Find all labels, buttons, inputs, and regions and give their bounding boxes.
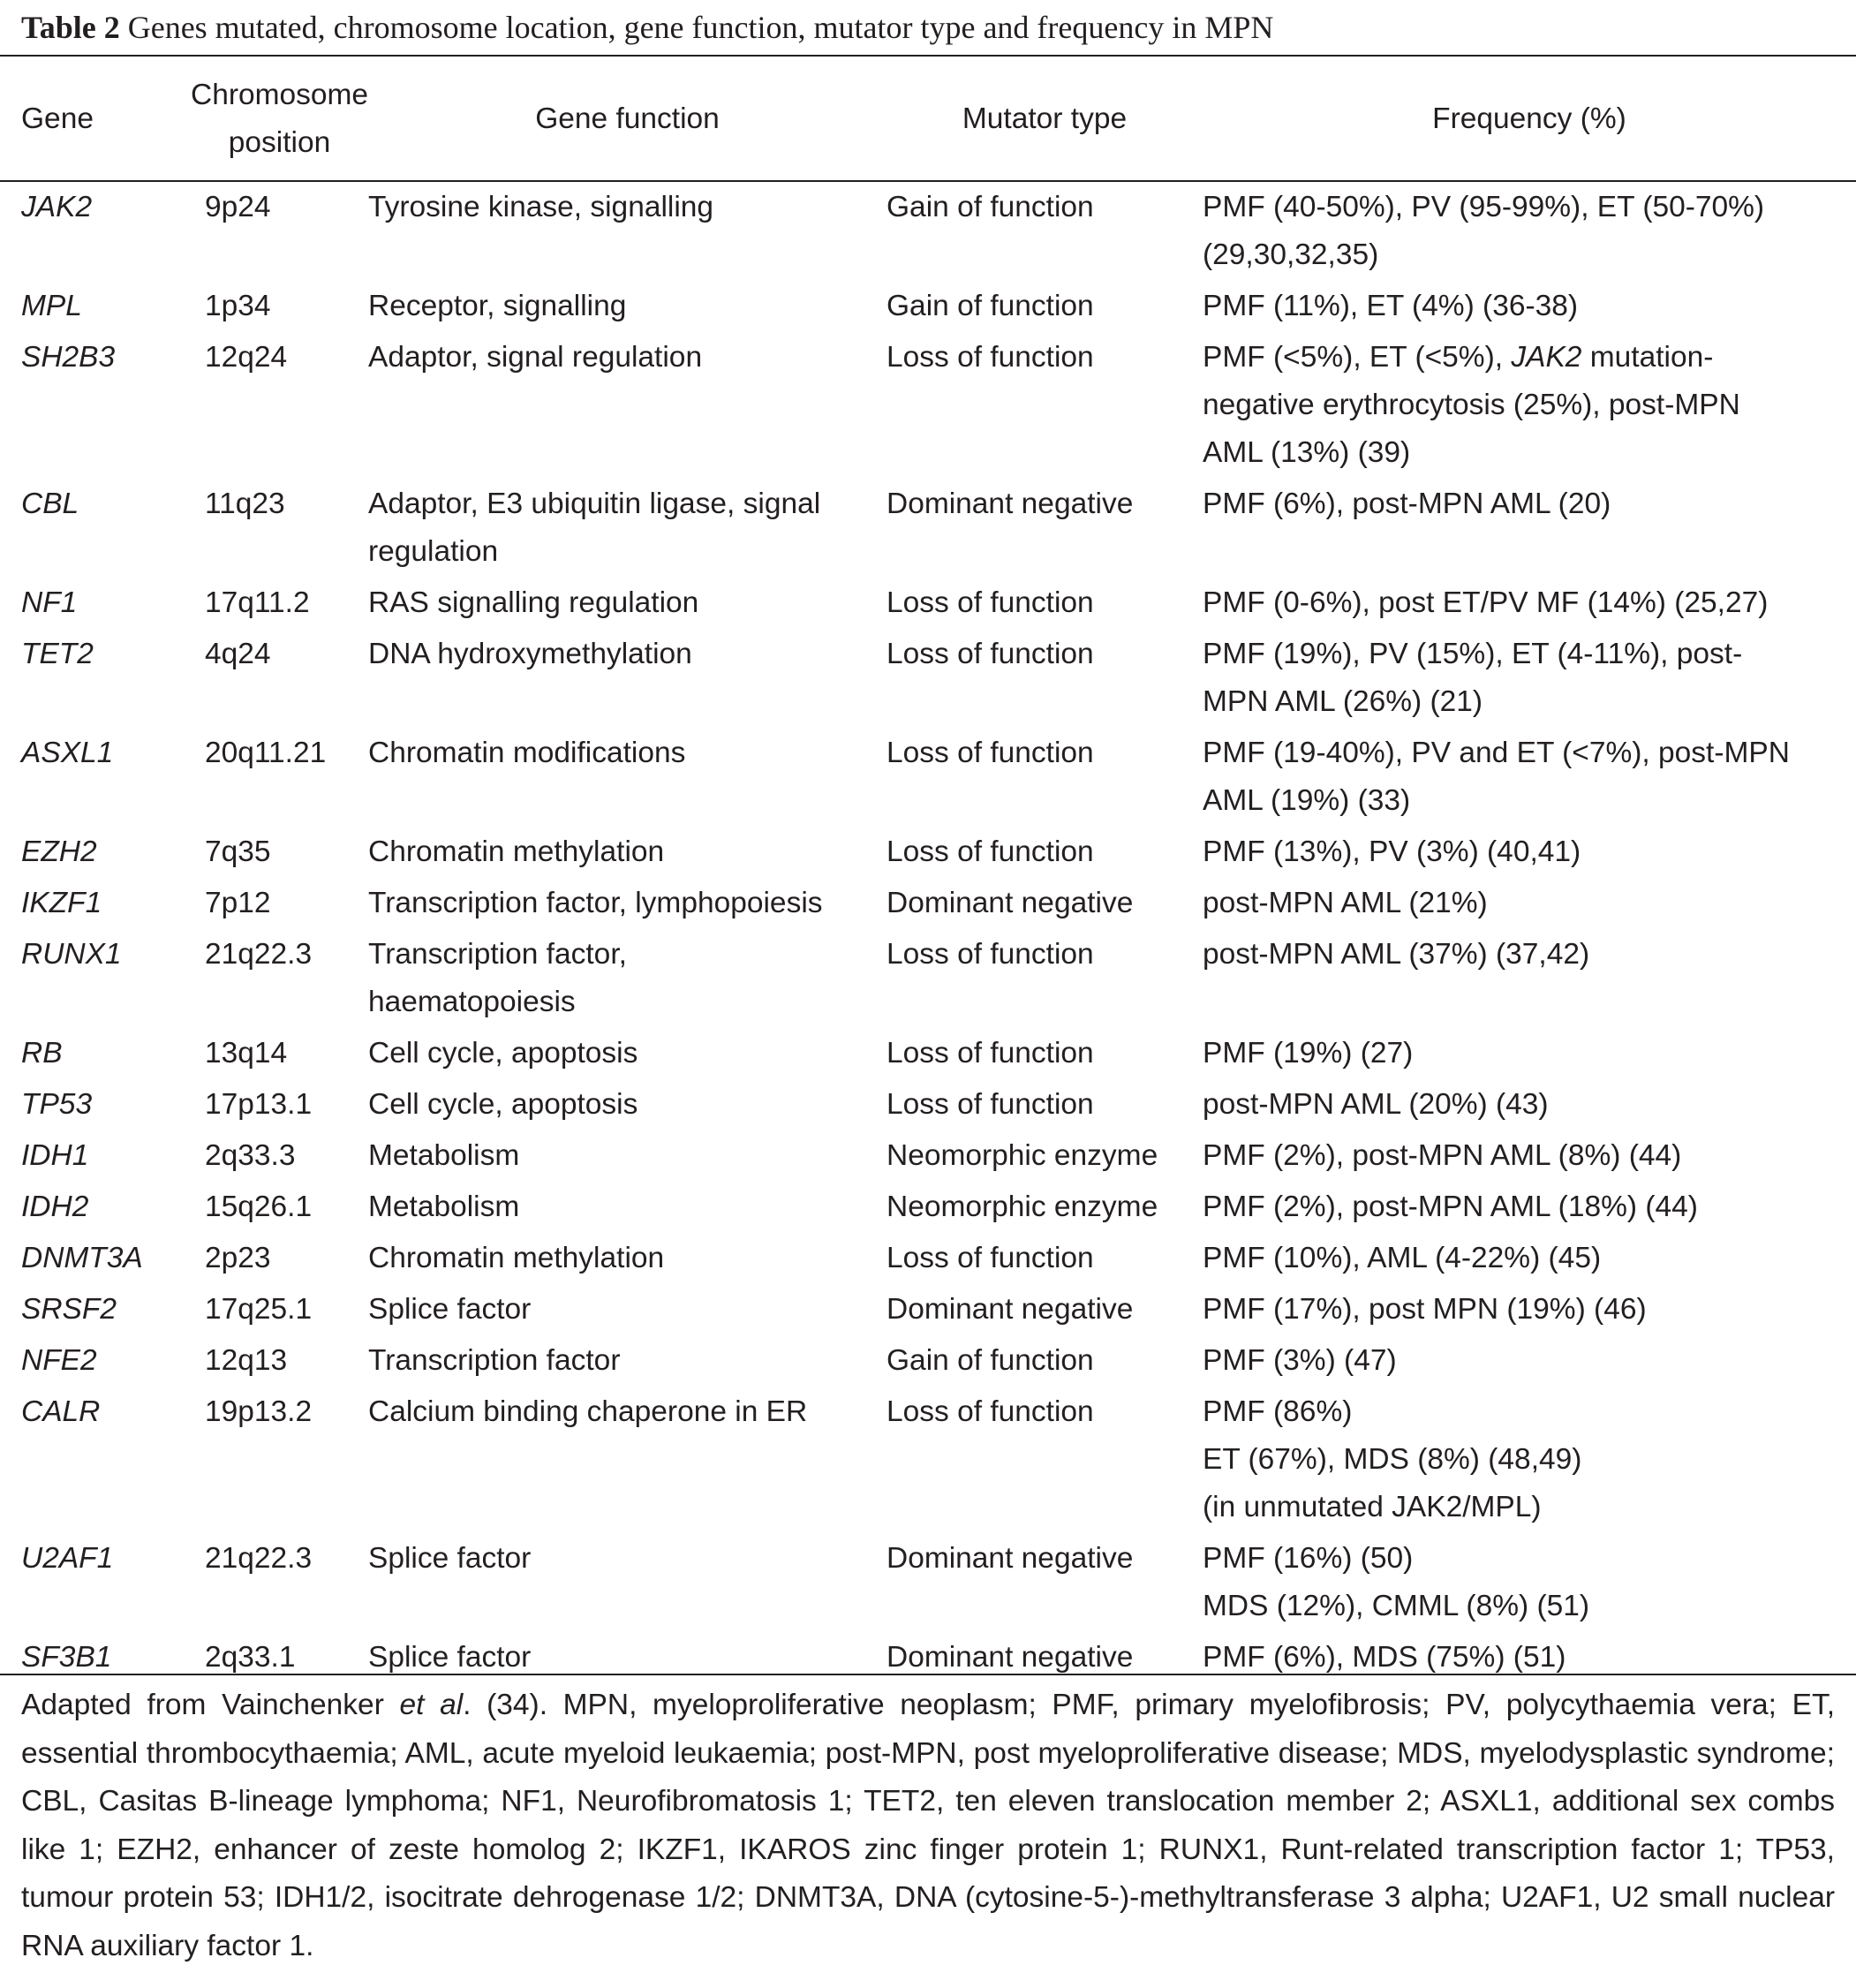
- header-mutator: Mutator type: [962, 102, 1128, 135]
- function-line: regulation: [368, 535, 499, 568]
- top-rule: [0, 55, 1856, 57]
- function-cell: [368, 627, 887, 726]
- mutator-cell: Gain of function: [887, 191, 1094, 223]
- gene-cell: MPL: [21, 290, 82, 322]
- chromosome-cell: 1p34: [205, 290, 271, 322]
- function-line: Cell cycle, apoptosis: [368, 1037, 638, 1070]
- table-row: [0, 576, 1856, 627]
- gene-cell: NF1: [21, 586, 78, 619]
- gene-cell: JAK2: [21, 191, 93, 223]
- table-row: [0, 876, 1856, 927]
- frequency-cell: [1203, 576, 1856, 627]
- gene-cell: RB: [21, 1037, 63, 1070]
- frequency-line: PMF (2%), post-MPN AML (8%) (44): [1203, 1139, 1682, 1172]
- frequency-cell: [1203, 1180, 1856, 1231]
- mutator-cell: Dominant negative: [887, 488, 1134, 520]
- gene-cell: U2AF1: [21, 1542, 114, 1575]
- frequency-line: PMF (17%), post MPN (19%) (46): [1203, 1293, 1647, 1326]
- frequency-cell: [1203, 627, 1856, 726]
- mutator-cell: Dominant negative: [887, 887, 1134, 919]
- function-cell: [368, 1077, 887, 1129]
- mutator-cell: Dominant negative: [887, 1293, 1134, 1326]
- table-row: [0, 477, 1856, 576]
- frequency-cell: [1203, 876, 1856, 927]
- table-title: Genes mutated, chromosome location, gene function, mutator type and frequency in MPN: [119, 10, 1274, 45]
- frequency-line: (in unmutated JAK2/MPL): [1203, 1491, 1542, 1523]
- gene-cell: CBL: [21, 488, 79, 520]
- frequency-line: post-MPN AML (20%) (43): [1203, 1088, 1549, 1121]
- function-line: Splice factor: [368, 1641, 532, 1674]
- table-row: [0, 825, 1856, 876]
- frequency-cell: [1203, 477, 1856, 576]
- chromosome-cell: 12q13: [205, 1344, 288, 1377]
- frequency-line: PMF (40-50%), PV (95-99%), ET (50-70%): [1203, 191, 1765, 223]
- mutator-cell: Loss of function: [887, 341, 1094, 374]
- frequency-cell: [1203, 1334, 1856, 1385]
- mutator-cell: Neomorphic enzyme: [887, 1139, 1158, 1172]
- frequency-cell: [1203, 1385, 1856, 1531]
- table-row: [0, 1077, 1856, 1129]
- function-cell: [368, 279, 887, 330]
- gene-cell: IKZF1: [21, 887, 102, 919]
- frequency-line: PMF (19-40%), PV and ET (<7%), post-MPN: [1203, 737, 1790, 769]
- frequency-line: ET (67%), MDS (8%) (48,49): [1203, 1443, 1582, 1476]
- gene-cell: SF3B1: [21, 1641, 112, 1674]
- gene-cell: EZH2: [21, 835, 97, 868]
- frequency-cell: [1203, 1531, 1856, 1630]
- table-row: [0, 330, 1856, 477]
- table-row: [0, 1282, 1856, 1334]
- function-line: Tyrosine kinase, signalling: [368, 191, 714, 223]
- table-row: [0, 1334, 1856, 1385]
- mutator-cell: Loss of function: [887, 835, 1094, 868]
- mutator-cell: Loss of function: [887, 1395, 1094, 1428]
- function-line: Splice factor: [368, 1293, 532, 1326]
- table-footnote: [21, 1682, 1835, 1970]
- gene-cell: TP53: [21, 1088, 93, 1121]
- chromosome-cell: 17q11.2: [205, 586, 310, 619]
- frequency-line: PMF (86%): [1203, 1395, 1353, 1428]
- table-row: [0, 1026, 1856, 1077]
- frequency-line: PMF (2%), post-MPN AML (18%) (44): [1203, 1191, 1698, 1223]
- function-cell: [368, 1180, 887, 1231]
- function-line: Receptor, signalling: [368, 290, 627, 322]
- mutator-cell: Loss of function: [887, 737, 1094, 769]
- header-row: [0, 58, 1856, 180]
- frequency-line: MPN AML (26%) (21): [1203, 685, 1483, 718]
- frequency-cell: [1203, 1282, 1856, 1334]
- function-line: Calcium binding chaperone in ER: [368, 1395, 808, 1428]
- function-line: Chromatin methylation: [368, 835, 665, 868]
- table-row: [0, 180, 1856, 279]
- function-line: Chromatin methylation: [368, 1242, 665, 1274]
- chromosome-cell: 13q14: [205, 1037, 288, 1070]
- frequency-cell: [1203, 1129, 1856, 1180]
- function-cell: [368, 1282, 887, 1334]
- gene-cell: IDH2: [21, 1191, 89, 1223]
- table-row: [0, 1129, 1856, 1180]
- function-line: Transcription factor: [368, 1344, 621, 1377]
- gene-cell: IDH1: [21, 1139, 89, 1172]
- gene-cell: RUNX1: [21, 938, 122, 971]
- gene-cell: SH2B3: [21, 341, 116, 374]
- frequency-cell: [1203, 1630, 1856, 1682]
- function-cell: [368, 876, 887, 927]
- function-line: Transcription factor, lymphopoiesis: [368, 887, 823, 919]
- chromosome-cell: 15q26.1: [205, 1191, 313, 1223]
- frequency-cell: [1203, 1231, 1856, 1282]
- gene-cell: ASXL1: [21, 737, 114, 769]
- chromosome-cell: 9p24: [205, 191, 271, 223]
- mutator-cell: Loss of function: [887, 1037, 1094, 1070]
- function-cell: [368, 180, 887, 279]
- mutator-cell: Gain of function: [887, 290, 1094, 322]
- frequency-line: PMF (10%), AML (4-22%) (45): [1203, 1242, 1602, 1274]
- chromosome-cell: 2p23: [205, 1242, 271, 1274]
- function-cell: [368, 1334, 887, 1385]
- frequency-cell: [1203, 825, 1856, 876]
- table-label: Table 2: [21, 10, 120, 45]
- function-line: Adaptor, E3 ubiquitin ligase, signal: [368, 488, 821, 520]
- table-caption: [21, 5, 1840, 49]
- frequency-line: PMF (19%), PV (15%), ET (4-11%), post-: [1203, 638, 1743, 670]
- table-row: [0, 1231, 1856, 1282]
- mutator-cell: Loss of function: [887, 1088, 1094, 1121]
- function-cell: [368, 477, 887, 576]
- chromosome-cell: 7p12: [205, 887, 271, 919]
- frequency-text: PMF (<5%), ET (<5%),: [1203, 341, 1512, 374]
- gene-cell: NFE2: [21, 1344, 97, 1377]
- mutator-cell: Loss of function: [887, 1242, 1094, 1274]
- chromosome-cell: 12q24: [205, 341, 288, 374]
- function-line: Adaptor, signal regulation: [368, 341, 703, 374]
- frequency-line: AML (13%) (39): [1203, 436, 1411, 469]
- header-function: Gene function: [535, 102, 720, 135]
- mutator-cell: Loss of function: [887, 586, 1094, 619]
- function-cell: [368, 1026, 887, 1077]
- chromosome-cell: 17p13.1: [205, 1088, 313, 1121]
- table-body: [0, 180, 1856, 1682]
- frequency-line: MDS (12%), CMML (8%) (51): [1203, 1590, 1590, 1622]
- gene-cell: CALR: [21, 1395, 101, 1428]
- frequency-line: (29,30,32,35): [1203, 238, 1379, 271]
- header-chromosome: [191, 58, 368, 180]
- chromosome-cell: 20q11.21: [205, 737, 327, 769]
- frequency-line: negative erythrocytosis (25%), post-MPN: [1203, 389, 1740, 421]
- function-cell: [368, 1231, 887, 1282]
- table-row: [0, 1385, 1856, 1531]
- frequency-cell: [1203, 279, 1856, 330]
- mutator-cell: Gain of function: [887, 1344, 1094, 1377]
- function-line: Metabolism: [368, 1139, 520, 1172]
- function-cell: [368, 726, 887, 825]
- mutation-table: [0, 58, 1856, 1682]
- frequency-line: PMF (19%) (27): [1203, 1037, 1414, 1070]
- function-cell: [368, 1385, 887, 1531]
- function-cell: [368, 576, 887, 627]
- table-row: [0, 1630, 1856, 1682]
- chromosome-cell: 4q24: [205, 638, 271, 670]
- frequency-line: PMF (3%) (47): [1203, 1344, 1397, 1377]
- function-line: DNA hydroxymethylation: [368, 638, 692, 670]
- frequency-line: PMF (0-6%), post ET/PV MF (14%) (25,27): [1203, 586, 1769, 619]
- mutator-cell: Neomorphic enzyme: [887, 1191, 1158, 1223]
- frequency-line: AML (19%) (33): [1203, 784, 1411, 817]
- frequency-cell: [1203, 1026, 1856, 1077]
- chromosome-cell: 21q22.3: [205, 938, 313, 971]
- frequency-cell: [1203, 180, 1856, 279]
- frequency-line: PMF (16%) (50): [1203, 1542, 1414, 1575]
- function-cell: [368, 1531, 887, 1630]
- function-cell: [368, 330, 887, 477]
- frequency-text: mutation-: [1581, 341, 1714, 374]
- chromosome-cell: 2q33.3: [205, 1139, 296, 1172]
- frequency-cell: [1203, 1077, 1856, 1129]
- chromosome-cell: 19p13.2: [205, 1395, 313, 1428]
- function-line: Splice factor: [368, 1542, 532, 1575]
- function-line: RAS signalling regulation: [368, 586, 699, 619]
- frequency-gene-italic: JAK2: [1511, 341, 1582, 374]
- mutator-cell: Loss of function: [887, 938, 1094, 971]
- table-row: [0, 1531, 1856, 1630]
- frequency-cell: [1203, 726, 1856, 825]
- frequency-line: PMF (11%), ET (4%) (36-38): [1203, 290, 1579, 322]
- table-row: [0, 279, 1856, 330]
- function-line: haematopoiesis: [368, 986, 576, 1018]
- header-gene: Gene: [21, 102, 94, 135]
- chromosome-cell: 21q22.3: [205, 1542, 313, 1575]
- header-chromosome-line2: position: [228, 126, 331, 159]
- table-row: [0, 726, 1856, 825]
- footnote-part1: Adapted from Vainchenker: [21, 1689, 400, 1721]
- function-cell: [368, 1630, 887, 1682]
- table-row: [0, 627, 1856, 726]
- gene-cell: DNMT3A: [21, 1242, 143, 1274]
- function-cell: [368, 1129, 887, 1180]
- mutator-cell: Dominant negative: [887, 1542, 1134, 1575]
- gene-cell: SRSF2: [21, 1293, 117, 1326]
- frequency-line: post-MPN AML (21%): [1203, 887, 1488, 919]
- chromosome-cell: 2q33.1: [205, 1641, 296, 1674]
- frequency-cell: [1203, 330, 1856, 477]
- table-row: [0, 927, 1856, 1026]
- gene-cell: TET2: [21, 638, 94, 670]
- function-line: Transcription factor,: [368, 938, 627, 971]
- function-line: Metabolism: [368, 1191, 520, 1223]
- frequency-line: [1203, 334, 1856, 382]
- mutator-cell: Dominant negative: [887, 1641, 1134, 1674]
- function-line: Cell cycle, apoptosis: [368, 1088, 638, 1121]
- function-line: Chromatin modifications: [368, 737, 686, 769]
- function-cell: [368, 927, 887, 1026]
- chromosome-cell: 11q23: [205, 488, 285, 520]
- frequency-cell: [1203, 927, 1856, 1026]
- frequency-line: PMF (6%), MDS (75%) (51): [1203, 1641, 1566, 1674]
- table-row: [0, 1180, 1856, 1231]
- header-frequency: Frequency (%): [1432, 102, 1626, 135]
- frequency-line: PMF (6%), post-MPN AML (20): [1203, 488, 1611, 520]
- footnote-italic: et al: [399, 1689, 464, 1721]
- chromosome-cell: 17q25.1: [205, 1293, 313, 1326]
- frequency-line: post-MPN AML (37%) (37,42): [1203, 938, 1590, 971]
- function-cell: [368, 825, 887, 876]
- mutator-cell: Loss of function: [887, 638, 1094, 670]
- footnote-part2: . (34). MPN, myeloproliferative neoplasm; PMF, primary myelofibrosis; PV, polycythaemia vera; ET, essential thrombocythaemia; AML, acute myeloid leukaemia; post-MPN, post myeloproliferative disease; MDS, myelodysplastic syndrome; CBL, Casitas B-lineage lymphoma; NF1, Neurofibromatosis 1; TET2, ten eleven translocation member 2; ASXL1, additional sex combs like 1; EZH2, enhancer of zeste homolog 2; IKZF1, IKAROS zinc finger protein 1; RUNX1, Runt-related transcription factor 1; TP53, tumour protein 53; IDH1/2, isocitrate dehrogenase 1/2; DNMT3A, DNA (cytosine-5-)-methyltransferase 3 alpha; U2AF1, U2 small nuclear RNA auxiliary factor 1.: [21, 1689, 1835, 1962]
- chromosome-cell: 7q35: [205, 835, 271, 868]
- frequency-line: PMF (13%), PV (3%) (40,41): [1203, 835, 1581, 868]
- header-chromosome-line1: Chromosome: [191, 79, 369, 111]
